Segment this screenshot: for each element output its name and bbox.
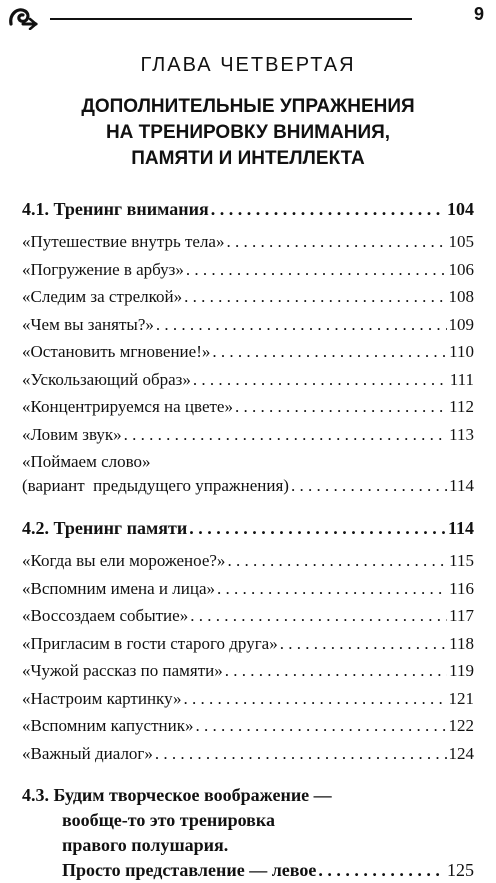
- toc-item-title: «Следим за стрелкой»: [22, 287, 183, 306]
- toc-page-number: 121: [448, 688, 474, 708]
- toc-item[interactable]: [22, 687, 474, 711]
- toc-page-number: 118: [449, 633, 474, 653]
- toc-section-4-1[interactable]: [22, 196, 474, 222]
- page-header: [0, 0, 496, 40]
- toc-page-number: 111: [449, 369, 474, 389]
- toc-page-number: 122: [448, 716, 474, 735]
- toc-section-last-line: [22, 858, 474, 883]
- leader-dots: [156, 313, 447, 337]
- leader-dots: [217, 577, 447, 601]
- toc-section-title: 4.2. Тренинг памяти: [22, 518, 188, 538]
- toc-item-title: «Остановить мгновение!»: [22, 342, 211, 361]
- toc-item-title: «Концентрируемся на цвете»: [22, 397, 233, 416]
- toc-page-number: 124: [448, 743, 474, 763]
- toc-item[interactable]: [22, 549, 474, 573]
- toc-item[interactable]: [22, 577, 474, 601]
- leader-dots: [184, 687, 447, 711]
- toc-section-4-2[interactable]: [22, 515, 474, 541]
- leader-dots: [190, 604, 447, 628]
- toc-page-number: 106: [448, 259, 474, 279]
- toc-item-title: «Настроим картинку»: [22, 688, 182, 708]
- toc-item[interactable]: [22, 285, 474, 309]
- toc-item-title: «Вспомним имена и лица»: [22, 578, 215, 598]
- toc-item-title: «Чужой рассказ по памяти»: [22, 661, 223, 680]
- toc-page-number: 112: [449, 397, 474, 416]
- leader-dots: [225, 659, 447, 683]
- subtitle-line: ПАМЯТИ И ИНТЕЛЛЕКТА: [131, 148, 365, 169]
- toc-item-title: «Ускользающий образ»: [22, 369, 191, 389]
- toc-section-title-line: правого полушария.: [62, 835, 229, 855]
- toc-item-title-line[interactable]: «Поймаем слово»: [22, 452, 151, 471]
- leader-dots: [226, 230, 446, 254]
- subtitle-line: ДОПОЛНИТЕЛЬНЫЕ УПРАЖНЕНИЯ: [81, 96, 415, 117]
- leader-dots: [193, 368, 448, 392]
- leader-dots: [318, 858, 445, 883]
- toc-item[interactable]: [22, 604, 474, 628]
- toc-item[interactable]: [22, 395, 474, 419]
- toc-section-title-line: Просто представление — левое: [62, 860, 317, 880]
- page-number: 9: [473, 4, 484, 24]
- leader-dots: [235, 395, 447, 419]
- toc-section-4-3[interactable]: [22, 783, 474, 883]
- toc-page-number: 114: [449, 475, 474, 495]
- toc-section-title: 4.1. Тренинг внимания: [22, 199, 209, 219]
- toc-page-number: 104: [447, 199, 474, 219]
- toc-page-number: 110: [449, 342, 474, 361]
- leader-dots: [184, 285, 446, 309]
- leader-dots: [227, 549, 447, 573]
- toc-item[interactable]: [22, 258, 474, 282]
- toc-item-title: «Когда вы ели мороженое?»: [22, 551, 226, 570]
- leader-dots: [291, 474, 447, 498]
- toc-item[interactable]: [22, 659, 474, 683]
- spiral-ornament-icon: [8, 4, 38, 30]
- header-rule: [50, 18, 412, 20]
- toc-item[interactable]: [22, 230, 474, 254]
- leader-dots: [189, 515, 446, 541]
- toc-item-title: «Погружение в арбуз»: [22, 259, 184, 279]
- toc-item[interactable]: [22, 313, 474, 337]
- toc-page-number: 115: [449, 551, 474, 570]
- toc-page-number: 119: [449, 661, 474, 680]
- toc-item-title: (вариант предыдущего упражнения): [22, 475, 289, 495]
- toc-item[interactable]: [22, 340, 474, 364]
- toc-page-number: 125: [447, 860, 474, 880]
- toc-page-number: 113: [449, 424, 474, 444]
- toc-page-number: 108: [448, 287, 474, 306]
- toc-item-title: «Вспомним капустник»: [22, 716, 194, 735]
- toc-item[interactable]: [22, 742, 474, 766]
- chapter-subtitle: [0, 94, 496, 172]
- leader-dots: [195, 714, 446, 738]
- leader-dots: [124, 423, 447, 447]
- table-of-contents: [22, 196, 474, 883]
- toc-item-title: «Воссоздаем событие»: [22, 606, 189, 625]
- leader-dots: [212, 340, 447, 364]
- toc-section-title-line: вообще-то это тренировка: [62, 810, 275, 830]
- toc-item[interactable]: [22, 474, 474, 498]
- chapter-title: ГЛАВА ЧЕТВЕРТАЯ: [140, 54, 356, 76]
- toc-item-title: «Пригласим в гости старого друга»: [22, 633, 278, 653]
- toc-item-title: «Ловим звук»: [22, 424, 122, 444]
- toc-item[interactable]: [22, 423, 474, 447]
- toc-item-title: «Чем вы заняты?»: [22, 314, 154, 334]
- leader-dots: [280, 632, 447, 656]
- subtitle-line: НА ТРЕНИРОВКУ ВНИМАНИЯ,: [105, 122, 391, 143]
- toc-page-number: 116: [449, 578, 474, 598]
- toc-item[interactable]: [22, 368, 474, 392]
- toc-item-title: «Путешествие внутрь тела»: [22, 232, 225, 251]
- toc-page-number: 114: [447, 518, 474, 538]
- leader-dots: [211, 196, 445, 222]
- toc-page-number: 109: [448, 314, 474, 334]
- toc-item[interactable]: [22, 714, 474, 738]
- leader-dots: [186, 258, 447, 282]
- leader-dots: [155, 742, 447, 766]
- toc-page-number: 117: [449, 606, 474, 625]
- toc-item[interactable]: [22, 632, 474, 656]
- toc-page-number: 105: [448, 232, 474, 251]
- toc-section-title-line: 4.3. Будим творческое воображение —: [22, 785, 332, 805]
- toc-item-title: «Важный диалог»: [22, 743, 153, 763]
